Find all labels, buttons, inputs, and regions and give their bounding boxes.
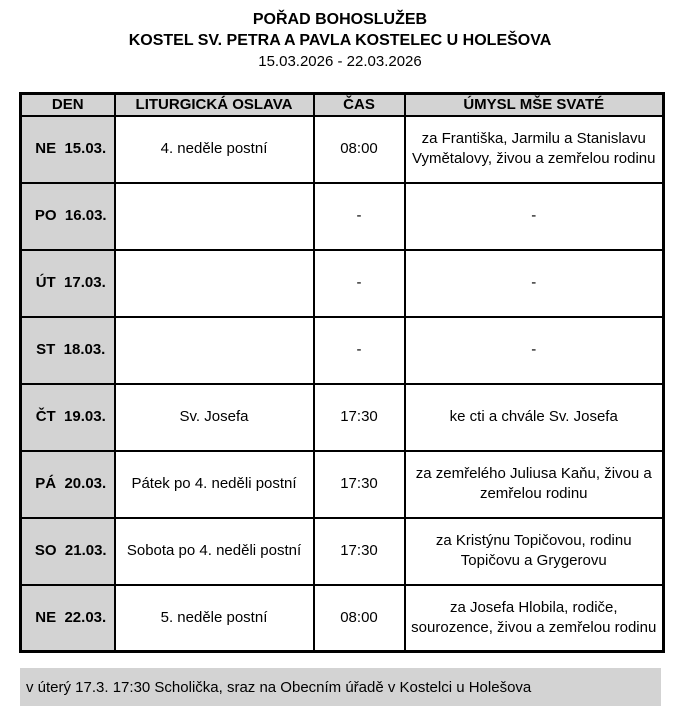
celebration-cell: [115, 183, 314, 250]
column-header-intention: ÚMYSL MŠE SVATÉ: [405, 94, 664, 116]
table-row: [21, 116, 664, 183]
title-block: [0, 0, 680, 73]
time-cell: -: [314, 250, 405, 317]
column-header-time: ČAS: [314, 94, 405, 116]
intention-cell: -: [405, 317, 664, 384]
celebration-cell: Sv. Josefa: [115, 384, 314, 451]
day-cell: ST 18.03.: [21, 317, 115, 384]
intention-cell: za zemřelého Juliusa Kaňu, živou a zemřelou rodinu: [405, 451, 664, 518]
time-cell: 17:30: [314, 451, 405, 518]
time-cell: 17:30: [314, 384, 405, 451]
page-subtitle: KOSTEL SV. PETRA A PAVLA KOSTELEC U HOLEŠOVA: [128, 32, 552, 49]
time-cell: -: [314, 183, 405, 250]
intention-cell: -: [405, 183, 664, 250]
intention-cell: za Kristýnu Topičovou, rodinu Topičovu a Grygerovu: [405, 518, 664, 585]
schedule-table: [19, 92, 665, 653]
time-cell: 17:30: [314, 518, 405, 585]
day-cell: ÚT 17.03.: [21, 250, 115, 317]
footer-note: v úterý 17.3. 17:30 Scholička, sraz na Obecním úřadě v Kostelci u Holešova: [20, 668, 661, 706]
table-header-row: [21, 94, 664, 116]
celebration-cell: Sobota po 4. neděli postní: [115, 518, 314, 585]
table-row: [21, 183, 664, 250]
date-range: 15.03.2026 - 22.03.2026: [258, 53, 422, 70]
page-title: POŘAD BOHOSLUŽEB: [252, 11, 428, 28]
celebration-cell: 5. neděle postní: [115, 585, 314, 652]
table-row: [21, 451, 664, 518]
time-cell: 08:00: [314, 585, 405, 652]
table-row: [21, 585, 664, 652]
intention-cell: -: [405, 250, 664, 317]
day-cell: NE 15.03.: [21, 116, 115, 183]
day-cell: ČT 19.03.: [21, 384, 115, 451]
day-cell: SO 21.03.: [21, 518, 115, 585]
day-cell: PÁ 20.03.: [21, 451, 115, 518]
time-cell: 08:00: [314, 116, 405, 183]
time-cell: -: [314, 317, 405, 384]
celebration-cell: [115, 250, 314, 317]
intention-cell: ke cti a chvále Sv. Josefa: [405, 384, 664, 451]
day-cell: PO 16.03.: [21, 183, 115, 250]
day-cell: NE 22.03.: [21, 585, 115, 652]
table-row: [21, 250, 664, 317]
celebration-cell: [115, 317, 314, 384]
table-row: [21, 317, 664, 384]
column-header-day: DEN: [21, 94, 115, 116]
celebration-cell: Pátek po 4. neděli postní: [115, 451, 314, 518]
table-row: [21, 384, 664, 451]
table-row: [21, 518, 664, 585]
intention-cell: za Josefa Hlobila, rodiče, sourozence, živou a zemřelou rodinu: [405, 585, 664, 652]
column-header-celebration: LITURGICKÁ OSLAVA: [115, 94, 314, 116]
intention-cell: za Františka, Jarmilu a Stanislavu Vymětalovy, živou a zemřelou rodinu: [405, 116, 664, 183]
celebration-cell: 4. neděle postní: [115, 116, 314, 183]
